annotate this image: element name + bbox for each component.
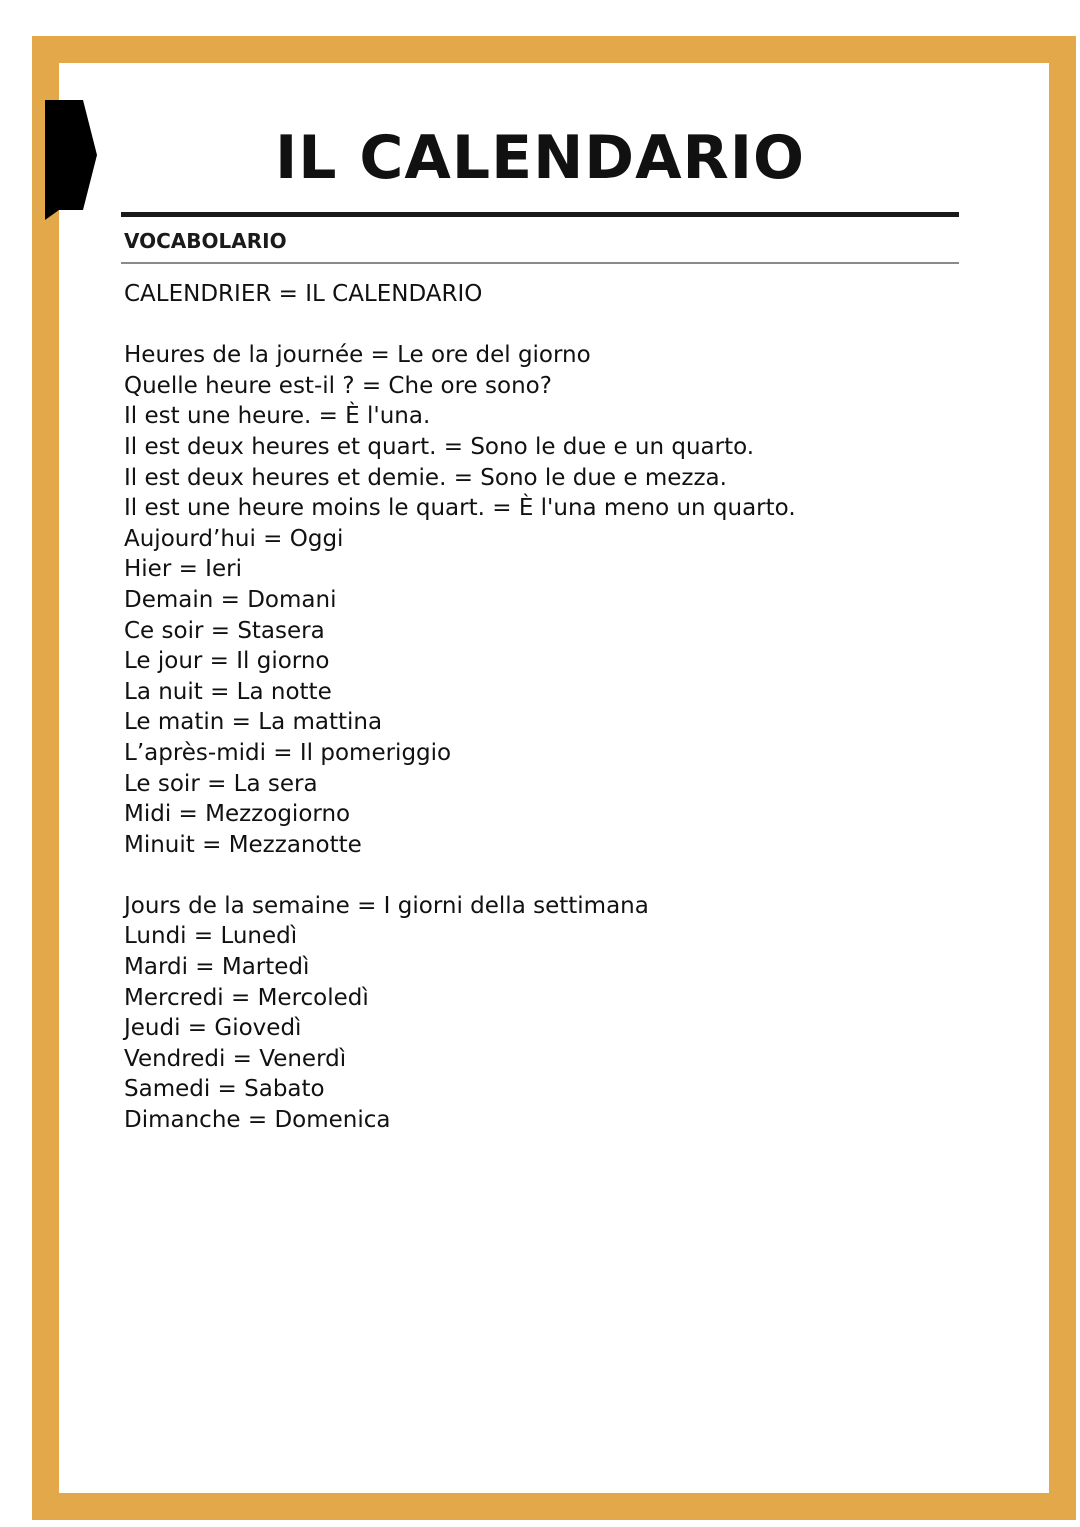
list-item: Hier = Ieri (124, 556, 242, 583)
list-item: Quelle heure est-il ? = Che ore sono? (124, 372, 552, 399)
spacer (124, 310, 944, 341)
list-item: Le jour = Il giorno (124, 648, 330, 675)
list-item: Minuit = Mezzanotte (124, 831, 362, 858)
heading-line: CALENDRIER = IL CALENDARIO (124, 281, 483, 307)
section-label: VOCABOLARIO (124, 229, 287, 253)
list-item: Dimanche = Domenica (124, 1107, 391, 1134)
list-item: Aujourd’hui = Oggi (124, 525, 344, 552)
list-item: Mercredi = Mercoledì (124, 984, 369, 1011)
list-item: Mardi = Martedì (124, 954, 310, 981)
spacer (124, 860, 944, 891)
list-item: Le soir = La sera (124, 770, 318, 797)
list-item: Il est une heure moins le quart. = È l'una meno un quarto. (124, 495, 796, 522)
list-item: Il est une heure. = È l'una. (124, 403, 431, 430)
title-divider (121, 212, 959, 217)
list-item: Lundi = Lunedì (124, 923, 298, 950)
list-item: Il est deux heures et demie. = Sono le due e mezza. (124, 464, 727, 491)
page-title: IL CALENDARIO (274, 123, 806, 193)
list-item: Demain = Domani (124, 586, 337, 613)
list-item: Vendredi = Venerdì (124, 1045, 347, 1072)
list-item: Il est deux heures et quart. = Sono le due e un quarto. (124, 433, 755, 460)
list-item: Midi = Mezzogiorno (124, 801, 351, 828)
list-item: Jeudi = Giovedì (124, 1015, 302, 1042)
list-item: Jours de la semaine = I giorni della settimana (124, 892, 649, 919)
list-item: Le matin = La mattina (124, 709, 383, 736)
vocabulary-list (124, 279, 944, 1136)
list-item: Ce soir = Stasera (124, 617, 325, 644)
section-divider (121, 262, 959, 264)
list-item: La nuit = La notte (124, 678, 332, 705)
list-item: Samedi = Sabato (124, 1076, 325, 1103)
list-item: L’après-midi = Il pomeriggio (124, 739, 452, 766)
list-item: Heures de la journée = Le ore del giorno (124, 342, 591, 369)
